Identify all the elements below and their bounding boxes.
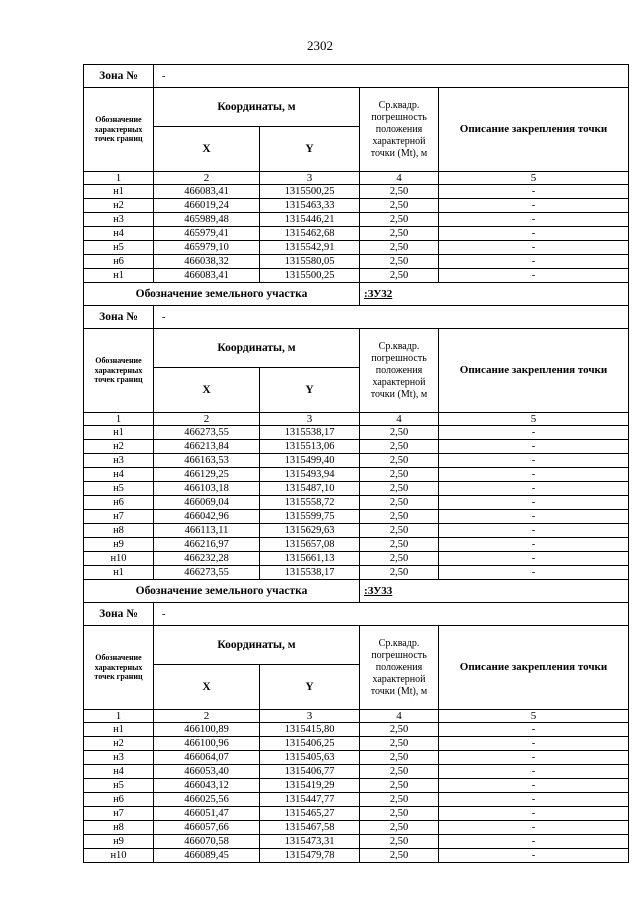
point-id: н2	[84, 440, 154, 454]
table-row	[84, 255, 629, 269]
column-number: 1	[84, 172, 154, 185]
table-row	[84, 765, 629, 779]
x-coordinate: 466103,18	[154, 482, 260, 496]
point-id: н4	[84, 468, 154, 482]
table-row	[84, 821, 629, 835]
y-coordinate: 1315538,17	[260, 426, 360, 440]
table-row	[84, 185, 629, 199]
description: -	[439, 482, 629, 496]
y-coordinate: 1315405,63	[260, 751, 360, 765]
point-id: н4	[84, 765, 154, 779]
x-coordinate: 466043,12	[154, 779, 260, 793]
point-id: н6	[84, 793, 154, 807]
error-value: 2,50	[360, 765, 439, 779]
description: -	[439, 835, 629, 849]
table-row	[84, 737, 629, 751]
zone-label: Зона №	[84, 306, 154, 329]
header-row	[84, 626, 629, 665]
point-id: н6	[84, 496, 154, 510]
zone-label: Зона №	[84, 65, 154, 88]
error-value: 2,50	[360, 723, 439, 737]
description: -	[439, 793, 629, 807]
page-number: 2302	[307, 38, 333, 53]
zone-row	[84, 603, 629, 626]
description: -	[439, 241, 629, 255]
x-coordinate: 466019,24	[154, 199, 260, 213]
table-row	[84, 468, 629, 482]
error-value: 2,50	[360, 835, 439, 849]
y-coordinate: 1315500,25	[260, 269, 360, 283]
x-coordinate: 466232,28	[154, 552, 260, 566]
table-row	[84, 440, 629, 454]
zone-label: Зона №	[84, 603, 154, 626]
error-value: 2,50	[360, 849, 439, 863]
coords-header: Координаты, м	[154, 329, 360, 368]
table-row	[84, 538, 629, 552]
table-row	[84, 454, 629, 468]
y-coordinate: 1315473,31	[260, 835, 360, 849]
column-number: 5	[439, 710, 629, 723]
x-coordinate: 466038,32	[154, 255, 260, 269]
desc-header: Описание закрепления точки	[439, 329, 629, 413]
description: -	[439, 524, 629, 538]
error-value: 2,50	[360, 510, 439, 524]
table-row	[84, 524, 629, 538]
y-coordinate: 1315465,27	[260, 807, 360, 821]
x-coordinate: 466129,25	[154, 468, 260, 482]
x-coordinate: 465989,48	[154, 213, 260, 227]
x-coordinate: 466053,40	[154, 765, 260, 779]
error-value: 2,50	[360, 213, 439, 227]
x-coordinate: 466100,89	[154, 723, 260, 737]
point-id: н4	[84, 227, 154, 241]
y-coordinate: 1315463,33	[260, 199, 360, 213]
y-header: Y	[260, 127, 360, 172]
zone-value: -	[154, 603, 629, 626]
description: -	[439, 440, 629, 454]
y-coordinate: 1315513,06	[260, 440, 360, 454]
column-number: 4	[360, 710, 439, 723]
y-header: Y	[260, 368, 360, 413]
description: -	[439, 751, 629, 765]
point-id: н1	[84, 426, 154, 440]
point-id: н6	[84, 255, 154, 269]
column-number: 5	[439, 172, 629, 185]
description: -	[439, 779, 629, 793]
description: -	[439, 737, 629, 751]
x-header: X	[154, 665, 260, 710]
desc-header: Описание закрепления точки	[439, 626, 629, 710]
point-label-header: Обозначение характерных точек границ	[84, 626, 154, 710]
y-coordinate: 1315479,78	[260, 849, 360, 863]
x-header: X	[154, 368, 260, 413]
point-id: н10	[84, 552, 154, 566]
error-value: 2,50	[360, 454, 439, 468]
y-coordinate: 1315657,08	[260, 538, 360, 552]
y-coordinate: 1315415,80	[260, 723, 360, 737]
table-row	[84, 199, 629, 213]
table-row	[84, 269, 629, 283]
point-id: н9	[84, 538, 154, 552]
table-row	[84, 426, 629, 440]
column-number: 4	[360, 172, 439, 185]
y-coordinate: 1315499,40	[260, 454, 360, 468]
x-coordinate: 466273,55	[154, 566, 260, 580]
error-header: Ср.квадр. погрешность положения характерной точки (Mt), м	[360, 329, 439, 413]
point-id: н1	[84, 566, 154, 580]
coords-header: Координаты, м	[154, 626, 360, 665]
parcel-value: :ЗУ33	[360, 580, 629, 603]
error-value: 2,50	[360, 538, 439, 552]
x-header: X	[154, 127, 260, 172]
coordinates-table-body	[84, 65, 629, 863]
column-number: 2	[154, 172, 260, 185]
x-coordinate: 465979,41	[154, 227, 260, 241]
y-coordinate: 1315467,58	[260, 821, 360, 835]
column-number: 4	[360, 413, 439, 426]
table-row	[84, 510, 629, 524]
error-value: 2,50	[360, 440, 439, 454]
error-value: 2,50	[360, 227, 439, 241]
zone-row	[84, 65, 629, 88]
parcel-label: Обозначение земельного участка	[84, 283, 360, 306]
table-row	[84, 807, 629, 821]
description: -	[439, 552, 629, 566]
error-value: 2,50	[360, 821, 439, 835]
table-row	[84, 849, 629, 863]
x-coordinate: 466051,47	[154, 807, 260, 821]
column-numbers-row	[84, 710, 629, 723]
y-header: Y	[260, 665, 360, 710]
error-header: Ср.квадр. погрешность положения характерной точки (Mt), м	[360, 88, 439, 172]
point-id: н1	[84, 185, 154, 199]
description: -	[439, 765, 629, 779]
error-value: 2,50	[360, 255, 439, 269]
zone-value: -	[154, 65, 629, 88]
error-value: 2,50	[360, 807, 439, 821]
column-number: 5	[439, 413, 629, 426]
error-value: 2,50	[360, 241, 439, 255]
point-id: н7	[84, 510, 154, 524]
point-id: н3	[84, 751, 154, 765]
x-coordinate: 466042,96	[154, 510, 260, 524]
y-coordinate: 1315538,17	[260, 566, 360, 580]
description: -	[439, 538, 629, 552]
y-coordinate: 1315447,77	[260, 793, 360, 807]
description: -	[439, 185, 629, 199]
point-id: н8	[84, 821, 154, 835]
point-id: н5	[84, 779, 154, 793]
table-row	[84, 552, 629, 566]
x-coordinate: 466064,07	[154, 751, 260, 765]
description: -	[439, 454, 629, 468]
description: -	[439, 496, 629, 510]
error-value: 2,50	[360, 482, 439, 496]
description: -	[439, 269, 629, 283]
error-value: 2,50	[360, 468, 439, 482]
table-row	[84, 723, 629, 737]
y-coordinate: 1315558,72	[260, 496, 360, 510]
x-coordinate: 466100,96	[154, 737, 260, 751]
point-id: н3	[84, 454, 154, 468]
point-id: н9	[84, 835, 154, 849]
error-value: 2,50	[360, 552, 439, 566]
error-value: 2,50	[360, 496, 439, 510]
table-row	[84, 751, 629, 765]
point-id: н5	[84, 482, 154, 496]
description: -	[439, 468, 629, 482]
header-row	[84, 88, 629, 127]
error-value: 2,50	[360, 185, 439, 199]
description: -	[439, 255, 629, 269]
x-coordinate: 466213,84	[154, 440, 260, 454]
y-coordinate: 1315487,10	[260, 482, 360, 496]
point-id: н8	[84, 524, 154, 538]
x-coordinate: 466273,55	[154, 426, 260, 440]
y-coordinate: 1315661,13	[260, 552, 360, 566]
table-row	[84, 779, 629, 793]
description: -	[439, 213, 629, 227]
error-header: Ср.квадр. погрешность положения характерной точки (Mt), м	[360, 626, 439, 710]
error-value: 2,50	[360, 426, 439, 440]
description: -	[439, 723, 629, 737]
error-value: 2,50	[360, 199, 439, 213]
zone-row	[84, 306, 629, 329]
column-number: 3	[260, 413, 360, 426]
parcel-row	[84, 283, 629, 306]
description: -	[439, 227, 629, 241]
error-value: 2,50	[360, 793, 439, 807]
coordinates-table	[83, 64, 629, 863]
parcel-row	[84, 580, 629, 603]
parcel-label: Обозначение земельного участка	[84, 580, 360, 603]
description: -	[439, 807, 629, 821]
column-number: 2	[154, 413, 260, 426]
x-coordinate: 466113,11	[154, 524, 260, 538]
y-coordinate: 1315599,75	[260, 510, 360, 524]
table-row	[84, 213, 629, 227]
column-numbers-row	[84, 172, 629, 185]
description: -	[439, 426, 629, 440]
point-id: н5	[84, 241, 154, 255]
point-id: н3	[84, 213, 154, 227]
x-coordinate: 466163,53	[154, 454, 260, 468]
column-number: 3	[260, 710, 360, 723]
table-row	[84, 482, 629, 496]
y-coordinate: 1315462,68	[260, 227, 360, 241]
y-coordinate: 1315500,25	[260, 185, 360, 199]
column-number: 1	[84, 413, 154, 426]
table-row	[84, 241, 629, 255]
error-value: 2,50	[360, 737, 439, 751]
column-number: 1	[84, 710, 154, 723]
x-coordinate: 466070,58	[154, 835, 260, 849]
x-coordinate: 466083,41	[154, 269, 260, 283]
table-row	[84, 566, 629, 580]
description: -	[439, 821, 629, 835]
error-value: 2,50	[360, 751, 439, 765]
error-value: 2,50	[360, 269, 439, 283]
point-id: н7	[84, 807, 154, 821]
coords-header: Координаты, м	[154, 88, 360, 127]
point-label-header: Обозначение характерных точек границ	[84, 329, 154, 413]
y-coordinate: 1315542,91	[260, 241, 360, 255]
x-coordinate: 466025,56	[154, 793, 260, 807]
column-number: 3	[260, 172, 360, 185]
description: -	[439, 199, 629, 213]
error-value: 2,50	[360, 779, 439, 793]
x-coordinate: 466089,45	[154, 849, 260, 863]
table-row	[84, 496, 629, 510]
y-coordinate: 1315629,63	[260, 524, 360, 538]
description: -	[439, 849, 629, 863]
header-row	[84, 329, 629, 368]
point-id: н1	[84, 723, 154, 737]
point-id: н2	[84, 199, 154, 213]
column-number: 2	[154, 710, 260, 723]
parcel-value: :ЗУ32	[360, 283, 629, 306]
x-coordinate: 466057,66	[154, 821, 260, 835]
y-coordinate: 1315406,25	[260, 737, 360, 751]
error-value: 2,50	[360, 566, 439, 580]
point-id: н10	[84, 849, 154, 863]
y-coordinate: 1315446,21	[260, 213, 360, 227]
y-coordinate: 1315493,94	[260, 468, 360, 482]
coordinates-sheet	[83, 64, 628, 863]
description: -	[439, 566, 629, 580]
x-coordinate: 466083,41	[154, 185, 260, 199]
table-row	[84, 793, 629, 807]
x-coordinate: 466216,97	[154, 538, 260, 552]
y-coordinate: 1315406,77	[260, 765, 360, 779]
y-coordinate: 1315580,05	[260, 255, 360, 269]
column-numbers-row	[84, 413, 629, 426]
error-value: 2,50	[360, 524, 439, 538]
x-coordinate: 466069,04	[154, 496, 260, 510]
point-label-header: Обозначение характерных точек границ	[84, 88, 154, 172]
point-id: н2	[84, 737, 154, 751]
table-row	[84, 835, 629, 849]
desc-header: Описание закрепления точки	[439, 88, 629, 172]
zone-value: -	[154, 306, 629, 329]
y-coordinate: 1315419,29	[260, 779, 360, 793]
description: -	[439, 510, 629, 524]
point-id: н1	[84, 269, 154, 283]
table-row	[84, 227, 629, 241]
x-coordinate: 465979,10	[154, 241, 260, 255]
